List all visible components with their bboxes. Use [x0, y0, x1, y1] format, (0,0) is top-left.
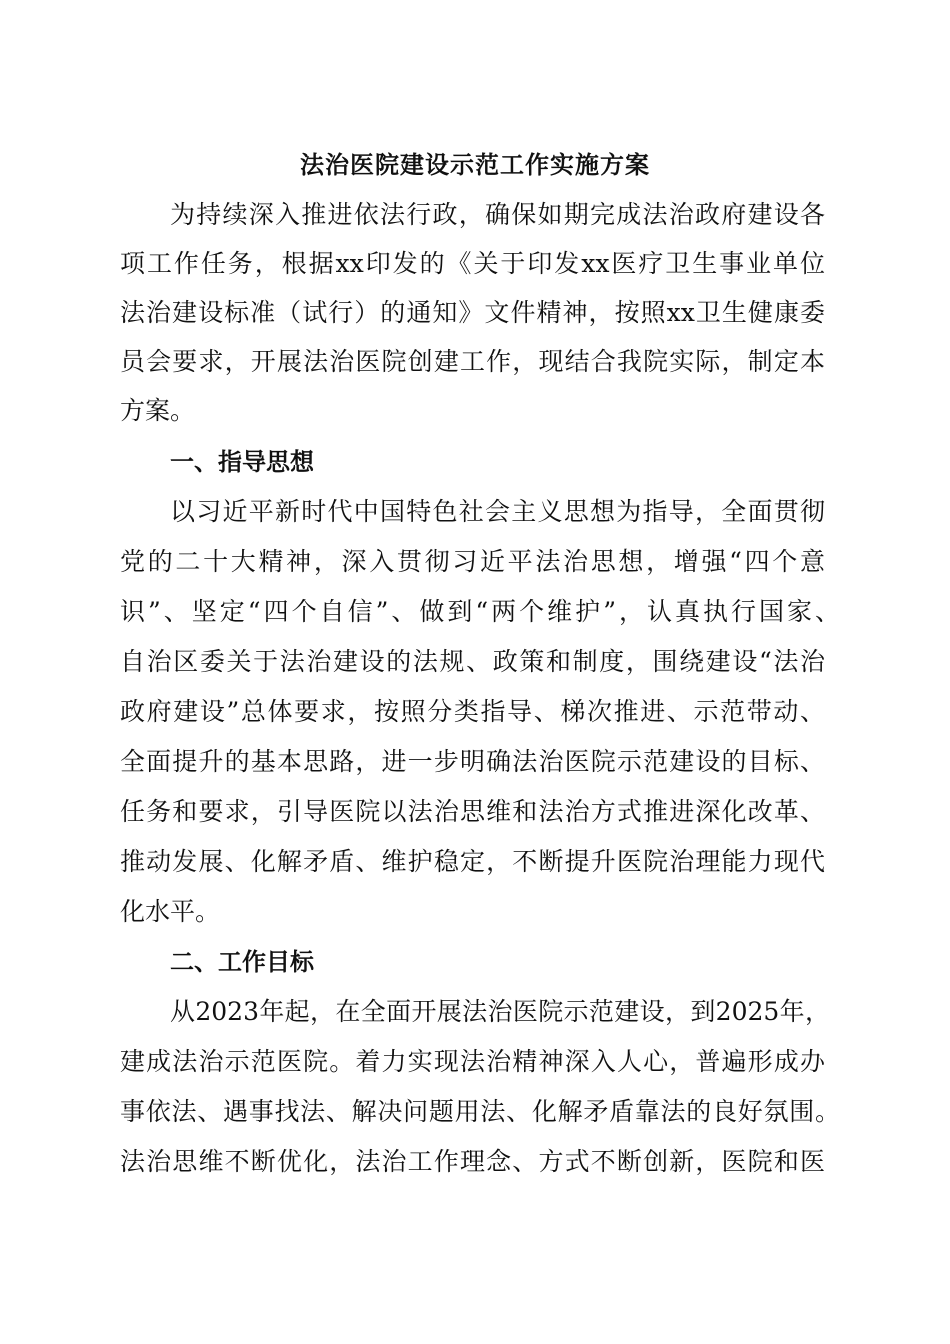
paragraph-line: 推动发展、化解矛盾、维护稳定，不断提升医院治理能力现代: [120, 847, 825, 876]
paragraph-line: 以习近平新时代中国特色社会主义思想为指导，全面贯彻: [170, 497, 825, 526]
paragraph-line: 任务和要求，引导医院以法治思维和法治方式推进深化改革、: [120, 797, 825, 826]
paragraph-line: 事依法、遇事找法、解决问题用法、化解矛盾靠法的良好氛围。: [120, 1097, 840, 1126]
paragraph-line: 党的二十大精神，深入贯彻习近平法治思想，增强“四个意: [120, 547, 825, 576]
section-heading: 二、工作目标: [170, 948, 314, 976]
paragraph-line: 从2023年起，在全面开展法治医院示范建设，到2025年，: [170, 997, 830, 1026]
paragraph-line: 全面提升的基本思路，进一步明确法治医院示范建设的目标、: [120, 747, 825, 776]
paragraph-line: 建成法治示范医院。着力实现法治精神深入人心，普遍形成办: [120, 1047, 825, 1076]
document-title: 法治医院建设示范工作实施方案: [300, 151, 650, 179]
paragraph-line: 员会要求，开展法治医院创建工作，现结合我院实际，制定本: [120, 347, 825, 376]
paragraph-line: 自治区委关于法治建设的法规、政策和制度，围绕建设“法治: [120, 647, 825, 676]
paragraph-line: 识”、坚定“四个自信”、做到“两个维护”，认真执行国家、: [120, 597, 840, 626]
paragraph-line: 化水平。: [120, 897, 221, 926]
paragraph-line: 项工作任务，根据xx印发的《关于印发xx医疗卫生事业单位: [120, 249, 825, 278]
paragraph-line: 政府建设”总体要求，按照分类指导、梯次推进、示范带动、: [120, 697, 825, 726]
paragraph-line: 法治建设标准（试行）的通知》文件精神，按照xx卫生健康委: [120, 298, 825, 327]
paragraph-line: 为持续深入推进依法行政，确保如期完成法治政府建设各: [170, 200, 825, 229]
paragraph-line: 方案。: [120, 396, 196, 425]
section-heading: 一、指导思想: [170, 448, 314, 476]
paragraph-line: 法治思维不断优化，法治工作理念、方式不断创新，医院和医: [120, 1147, 825, 1176]
